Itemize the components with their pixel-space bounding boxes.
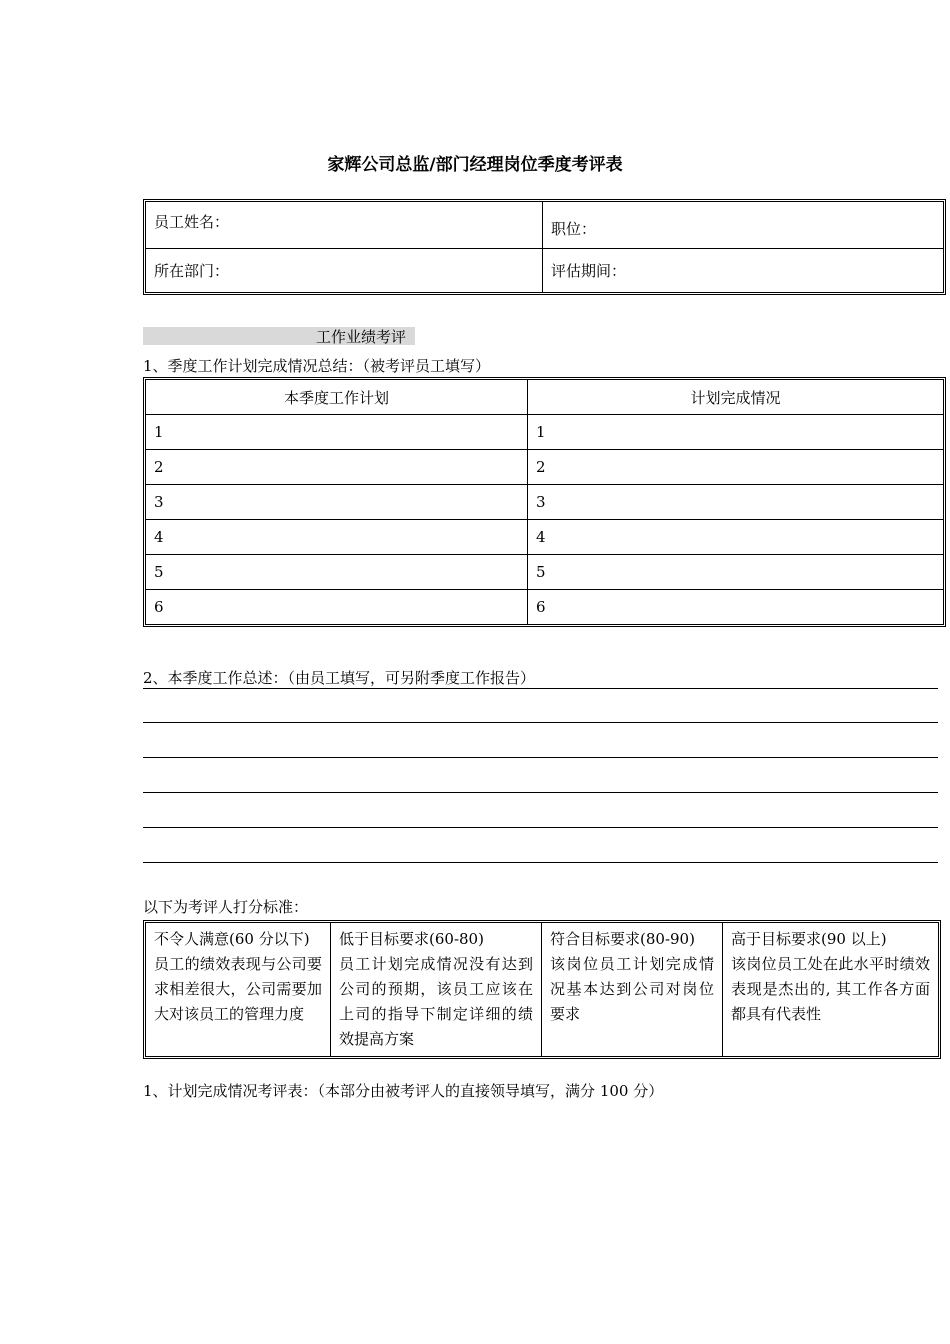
completion-cell[interactable]: 3 [527,484,943,519]
plan-cell[interactable]: 5 [146,554,527,589]
plan-summary-prompt: 1、季度工作计划完成情况总结：（被考评员工填写） [143,357,491,375]
standard-title: 符合目标要求(80-90) [550,930,695,948]
writing-line[interactable] [143,722,938,723]
completion-cell[interactable]: 1 [527,414,943,449]
plan-cell[interactable]: 4 [146,519,527,554]
scoring-standard-label: 以下为考评人打分标准： [143,898,309,916]
employee-name-label: 员工姓名： [154,213,230,231]
table-row [146,414,943,449]
completion-cell[interactable]: 5 [527,554,943,589]
standard-meets-target [541,923,722,1056]
standard-title: 不令人满意(60 分以下) [154,930,310,948]
standard-title: 低于目标要求(60-80) [339,930,484,948]
standard-desc: 员工计划完成情况没有达到公司的预期，该员工应该在上司的指导下制定详细的绩效提高方案 [339,955,533,1048]
writing-line[interactable] [143,792,938,793]
standard-below-target [330,923,541,1056]
table-row [146,484,943,519]
standard-unsatisfactory [146,923,330,1056]
writing-line[interactable] [143,757,938,758]
standard-desc: 该岗位员工计划完成情况基本达到公司对岗位要求 [550,955,714,1023]
writing-line[interactable] [143,862,938,863]
page-title: 家辉公司总监/部门经理岗位季度考评表 [327,155,623,175]
column-header: 本季度工作计划 [283,388,389,407]
plan-table [143,377,946,627]
section-heading: 工作业绩考评 [316,328,407,346]
table-row [146,589,943,624]
table-row [146,449,943,484]
period-label: 评估期间： [551,262,627,280]
employee-info-table [143,199,946,295]
column-header: 计划完成情况 [527,380,943,414]
standard-title: 高于目标要求(90 以上) [731,930,887,948]
department-field[interactable] [146,248,542,292]
writing-line[interactable] [143,827,938,828]
plan-cell[interactable]: 2 [146,449,527,484]
standard-desc: 该岗位员工处在此水平时绩效表现是杰出的, 其工作各方面都具有代表性 [731,955,930,1023]
employee-name-field[interactable] [146,202,542,248]
period-field[interactable] [542,248,943,292]
table-row [146,554,943,589]
position-label: 职位： [551,220,597,238]
plan-cell[interactable]: 3 [146,484,527,519]
completion-cell[interactable]: 6 [527,589,943,624]
plan-completion-evaluation-heading: 1、计划完成情况考评表：（本部分由被考评人的直接领导填写，满分 100 分） [143,1082,664,1100]
completion-cell[interactable]: 2 [527,449,943,484]
table-header-row [146,380,943,414]
work-summary-prompt: 2、本季度工作总述：（由员工填写，可另附季度工作报告） [143,669,536,687]
department-label: 所在部门： [154,262,230,280]
standard-above-target [722,923,938,1056]
writing-line[interactable] [143,688,938,689]
completion-cell[interactable]: 4 [527,519,943,554]
scoring-standard-table [143,920,941,1059]
table-row [146,519,943,554]
position-field[interactable] [542,202,943,248]
standard-desc: 员工的绩效表现与公司要求相差很大，公司需要加大对该员工的管理力度 [154,955,322,1023]
plan-cell[interactable]: 6 [146,589,527,624]
plan-cell[interactable]: 1 [146,414,527,449]
